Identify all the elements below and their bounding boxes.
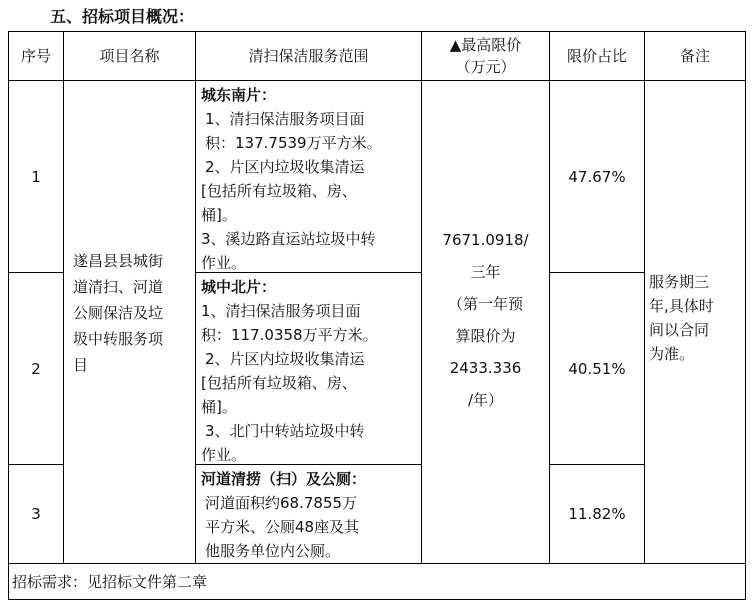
max-price-line: 算限价为: [455, 327, 516, 345]
row-2-scope: [196, 273, 421, 464]
project-name-line: 圾中转服务项: [73, 330, 164, 348]
project-name-text: [73, 248, 163, 378]
max-price-line: 三年: [470, 263, 501, 281]
note-line: 为准。: [649, 345, 695, 363]
max-price-cell: [422, 81, 549, 563]
project-name-line: 道清扫、河道: [73, 278, 164, 296]
row-3-ratio: 11.82%: [568, 505, 626, 523]
scope-line: 他服务单位内公厕。: [205, 542, 341, 560]
scope-line: [包括所有垃圾箱、房、: [201, 374, 357, 392]
tender-requirement-footer: 招标需求：见招标文件第二章: [12, 572, 208, 591]
scope-line: 2、片区内垃圾收集清运: [205, 158, 365, 176]
header-max-price-line-1: ▲最高限价: [449, 36, 522, 54]
row-1-ratio: 47.67%: [568, 167, 626, 186]
scope-line: 作业。: [201, 254, 247, 272]
scope-line: [包括所有垃圾箱、房、: [201, 182, 357, 200]
max-price-line: （第一年预: [447, 295, 523, 313]
row-1-scope-title: 城东南片：: [201, 86, 277, 104]
project-name-cell: [64, 81, 195, 563]
scope-line: 作业。: [201, 446, 247, 464]
header-max-price-line-2: （万元）: [455, 58, 516, 76]
note-line: 服务期三: [649, 273, 710, 291]
max-price-line: 2433.336: [449, 359, 522, 377]
note-cell: [645, 81, 745, 563]
scope-line: 积：117.0358万平方米。: [201, 326, 378, 344]
row-3-scope: [196, 465, 421, 563]
scope-line: 河道面积约68.7855万: [205, 494, 358, 512]
row-2-no: 2: [31, 359, 41, 378]
row-2-ratio: 40.51%: [568, 359, 626, 378]
row-3-no: 3: [31, 505, 41, 523]
header-max-price: [422, 32, 549, 80]
scope-line: 桶]。: [201, 398, 237, 416]
note-line: 间以合同: [649, 321, 710, 339]
row-3-scope-title: 河道清捞（扫）及公厕：: [201, 470, 367, 488]
scope-line: 1、清扫保洁服务项目面: [205, 110, 365, 128]
project-name-line: 目: [73, 356, 89, 374]
header-ratio: 限价占比: [566, 47, 627, 65]
note-line: 年,具体时: [649, 297, 714, 315]
tender-overview-table: [8, 31, 746, 600]
row-1-scope: [196, 81, 421, 272]
scope-line: 1、清扫保洁服务项目面: [201, 302, 361, 320]
max-price-text: [442, 224, 528, 416]
scope-line: 积：137.7539万平方米。: [205, 134, 382, 152]
project-name-line: 公厕保洁及垃: [73, 304, 164, 322]
row-2-scope-title: 城中北片：: [201, 278, 277, 296]
header-note: 备注: [679, 47, 710, 65]
scope-line: 桶]。: [201, 206, 237, 224]
section-heading: 五、招标项目概况：: [50, 7, 195, 26]
header-project-name: 项目名称: [99, 47, 160, 65]
scope-line: 平方米、公厕48座及其: [205, 518, 360, 536]
header-no: 序号: [20, 47, 51, 65]
max-price-line: /年）: [467, 391, 504, 409]
row-1-no: 1: [31, 167, 41, 186]
project-name-line: 遂昌县县城街: [73, 252, 164, 270]
scope-line: 2、片区内垃圾收集清运: [205, 350, 365, 368]
note-text: [649, 270, 714, 366]
header-scope: 清扫保洁服务范围: [248, 47, 369, 65]
scope-line: 3、北门中转站垃圾中转: [205, 422, 365, 440]
max-price-line: 7671.0918/: [442, 231, 529, 249]
scope-line: 3、溪边路直运站垃圾中转: [201, 230, 376, 248]
